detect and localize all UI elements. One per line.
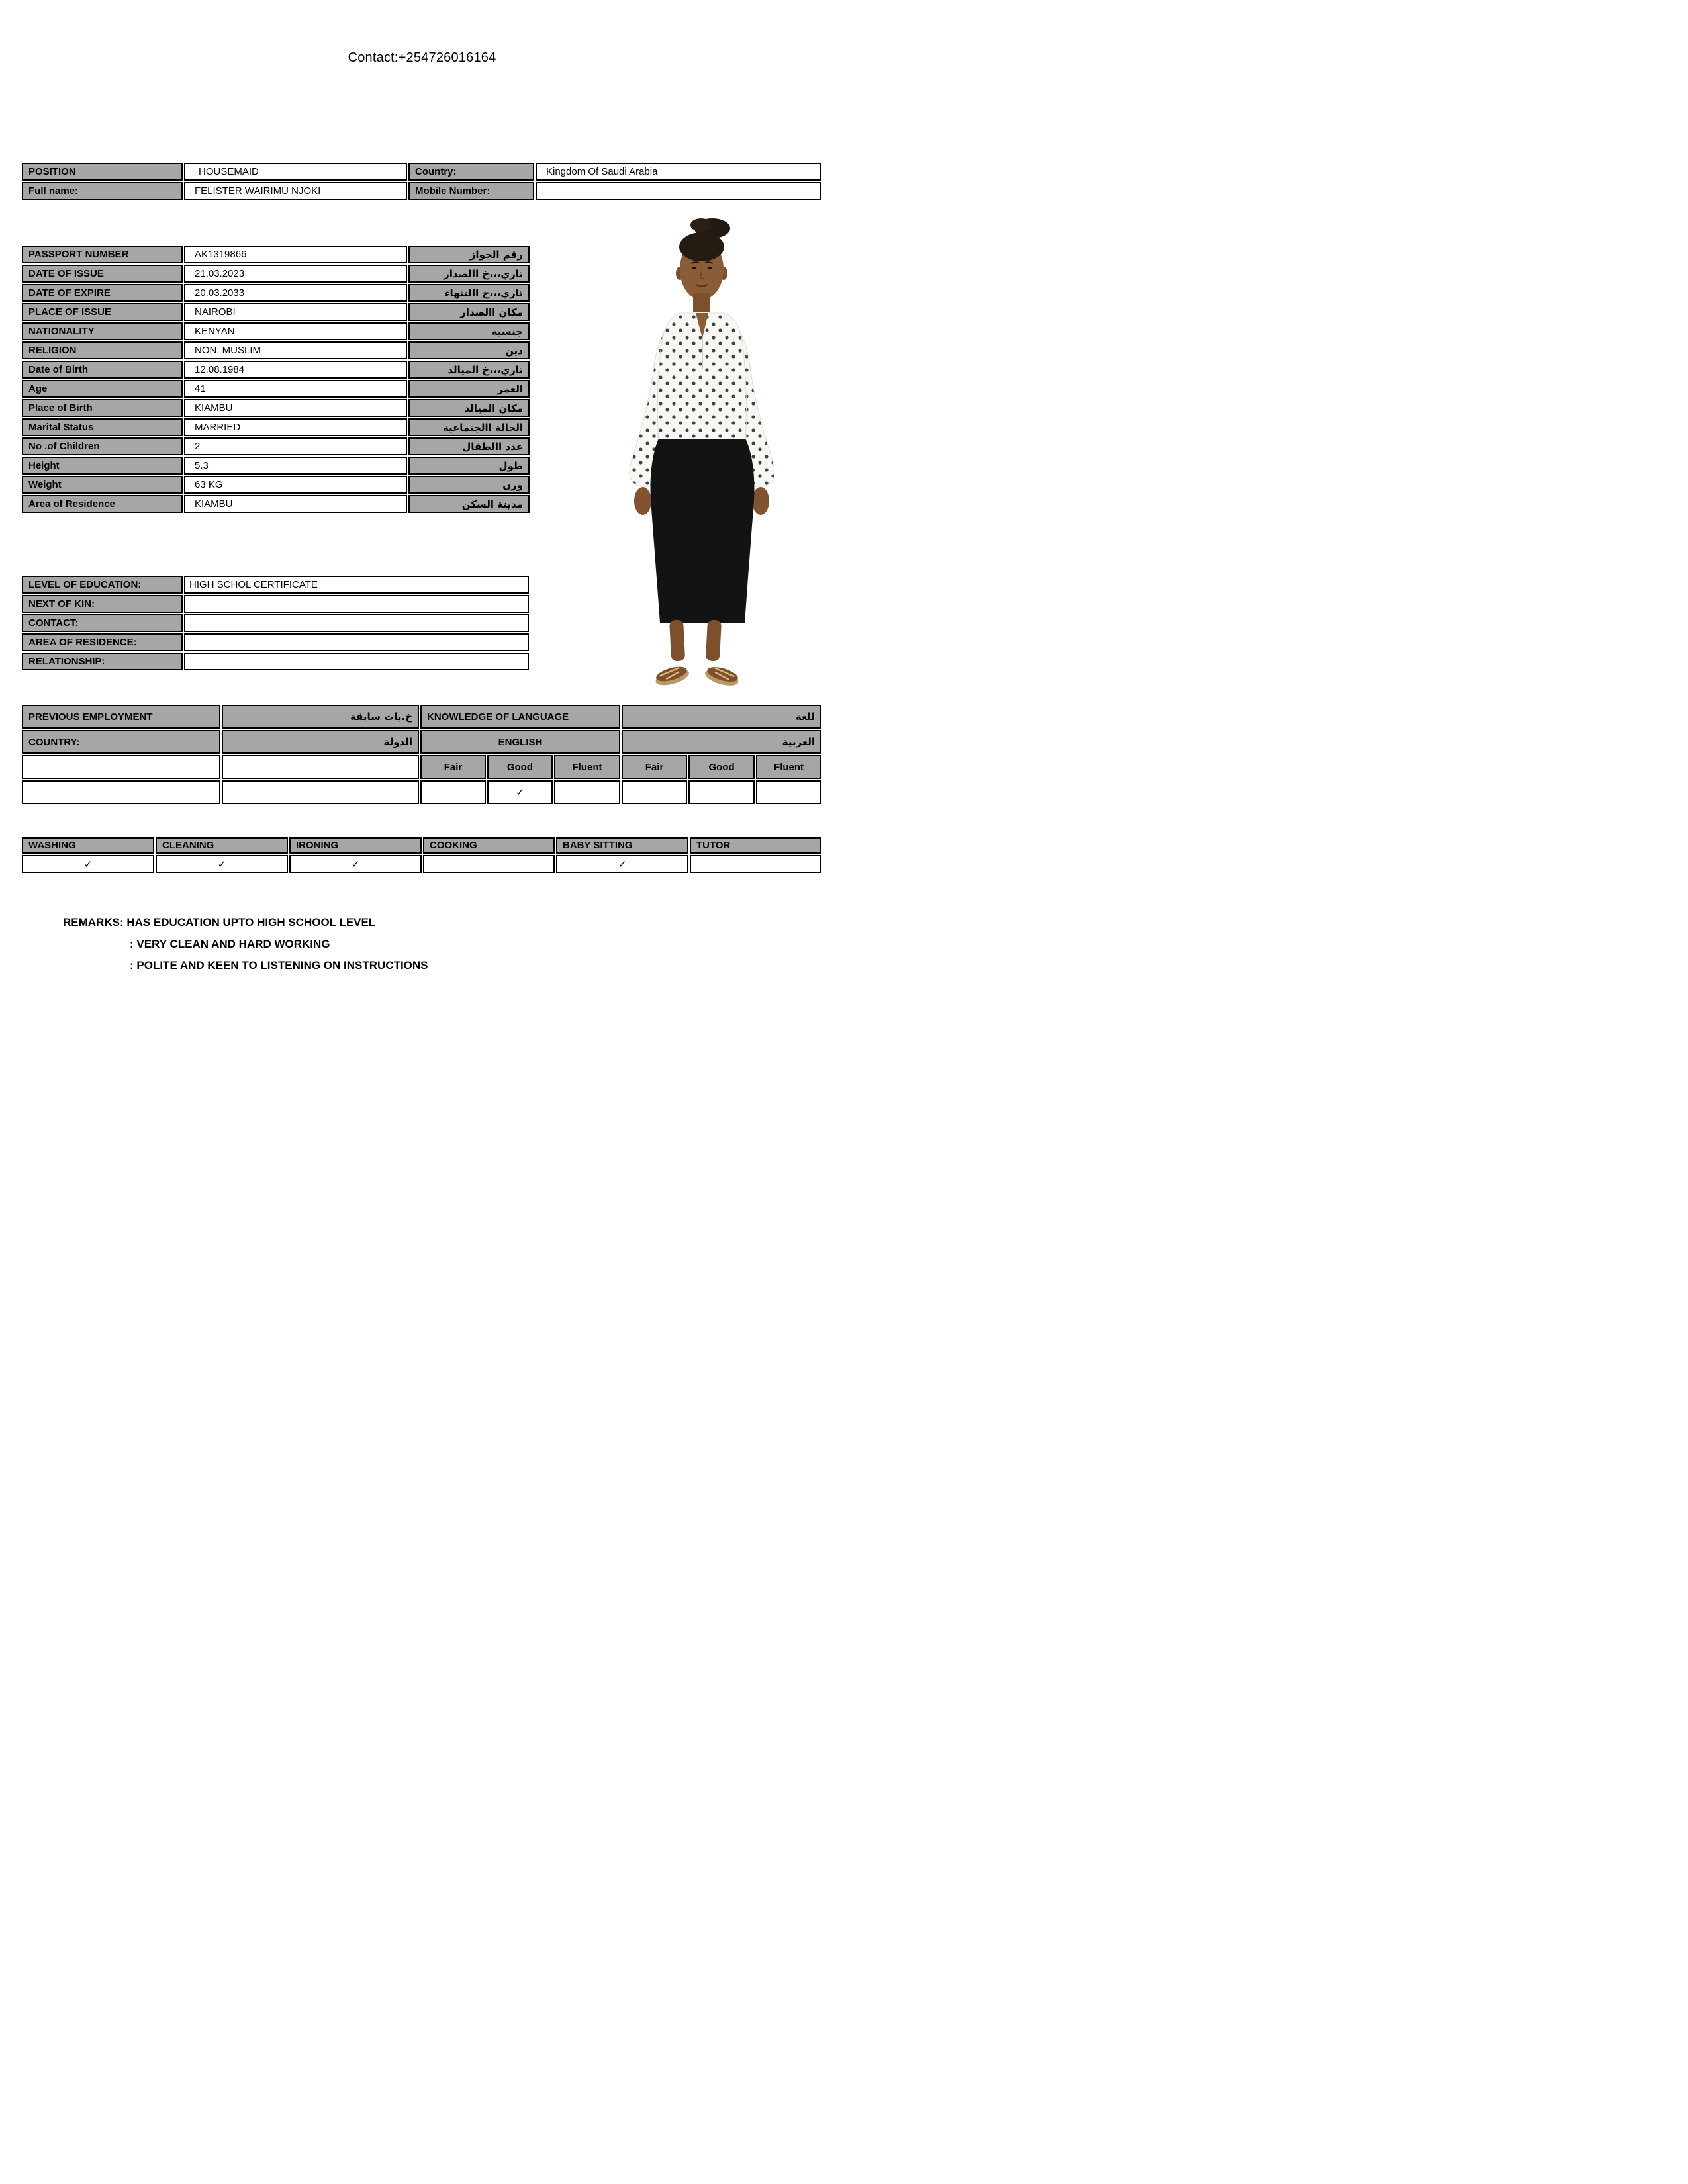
table-row xyxy=(22,437,530,455)
document-page xyxy=(0,0,844,1092)
passport-row-arabic: وزن xyxy=(408,476,530,494)
education-row-value xyxy=(184,595,529,613)
table-row xyxy=(22,495,530,513)
previous-employment-cell xyxy=(22,780,220,804)
language-arabic-label: للغة xyxy=(622,705,821,729)
education-table xyxy=(21,574,530,672)
left-hand xyxy=(634,487,651,515)
passport-row-arabic: جنسيه xyxy=(408,322,530,340)
language-level-check xyxy=(688,780,755,804)
passport-row-label: Height xyxy=(22,457,183,475)
passport-row-arabic: دين xyxy=(408,341,530,359)
passport-row-value: 41 xyxy=(184,380,407,398)
level-header: Good xyxy=(487,755,553,779)
country-value: Kingdom Of Saudi Arabia xyxy=(536,163,821,181)
table-row xyxy=(22,780,821,804)
remarks-block xyxy=(63,912,428,977)
previous-employment-cell xyxy=(222,780,419,804)
table-row xyxy=(22,380,530,398)
remarks-line: : POLITE AND KEEN TO LISTENING ON INSTRUCTIONS xyxy=(130,959,428,972)
passport-row-arabic: رقم الجواز xyxy=(408,246,530,263)
education-row-value xyxy=(184,633,529,651)
position-value: HOUSEMAID xyxy=(184,163,407,181)
language-level-check xyxy=(756,780,821,804)
table-row xyxy=(22,855,821,873)
language-table xyxy=(21,704,823,805)
mobile-number-value xyxy=(536,182,821,200)
right-hand xyxy=(752,487,769,515)
education-row-label: LEVEL OF EDUCATION: xyxy=(22,576,183,594)
skill-header: COOKING xyxy=(423,837,555,854)
level-header: Fair xyxy=(420,755,486,779)
position-label: POSITION xyxy=(22,163,183,181)
passport-row-label: Marital Status xyxy=(22,418,183,436)
passport-row-value: KENYAN xyxy=(184,322,407,340)
passport-row-label: Date of Birth xyxy=(22,361,183,379)
language-level-check: ✓ xyxy=(487,780,553,804)
education-row-value xyxy=(184,614,529,632)
passport-row-value: KIAMBU xyxy=(184,399,407,417)
table-row xyxy=(22,399,530,417)
passport-row-arabic: مدينة السكن xyxy=(408,495,530,513)
level-header: Fluent xyxy=(554,755,620,779)
passport-row-arabic: الحالة االجتماعية xyxy=(408,418,530,436)
passport-row-label: No .of Children xyxy=(22,437,183,455)
english-language-header: ENGLISH xyxy=(420,730,620,754)
skill-header: CLEANING xyxy=(156,837,288,854)
left-leg xyxy=(669,619,685,661)
language-level-check xyxy=(420,780,486,804)
passport-table xyxy=(21,244,531,514)
country-label: Country: xyxy=(408,163,534,181)
table-row xyxy=(22,418,530,436)
table-row xyxy=(22,303,530,321)
full-name-value: FELISTER WAIRIMU NJOKI xyxy=(184,182,407,200)
skill-header: TUTOR xyxy=(690,837,821,854)
table-row xyxy=(22,457,530,475)
table-row xyxy=(22,755,821,779)
passport-row-arabic: مكان الميالد xyxy=(408,399,530,417)
table-row xyxy=(22,730,821,754)
table-row xyxy=(22,705,821,729)
passport-row-arabic: عدد االطفال xyxy=(408,437,530,455)
header-table xyxy=(21,161,822,201)
skill-header: WASHING xyxy=(22,837,154,854)
remarks-line: REMARKS: HAS EDUCATION UPTO HIGH SCHOOL LEVEL xyxy=(63,916,376,929)
level-header: Fair xyxy=(622,755,687,779)
passport-row-value: 63 KG xyxy=(184,476,407,494)
table-row xyxy=(22,182,821,200)
passport-row-value: 20.03.2033 xyxy=(184,284,407,302)
previous-employment-arabic: خ.بات سابقة xyxy=(222,705,419,729)
education-row-label: CONTACT: xyxy=(22,614,183,632)
left-sandal xyxy=(653,664,691,688)
table-row xyxy=(22,576,529,594)
table-row xyxy=(22,476,530,494)
table-row xyxy=(22,653,529,670)
table-row xyxy=(22,322,530,340)
full-name-label: Full name: xyxy=(22,182,183,200)
passport-row-value: 12.08.1984 xyxy=(184,361,407,379)
previous-employment-cell xyxy=(22,755,220,779)
passport-row-label: Weight xyxy=(22,476,183,494)
skill-header: BABY SITTING xyxy=(556,837,688,854)
passport-row-label: RELIGION xyxy=(22,341,183,359)
passport-row-label: PASSPORT NUMBER xyxy=(22,246,183,263)
education-row-value: HIGH SCHOL CERTIFICATE xyxy=(184,576,529,594)
mobile-number-label: Mobile Number: xyxy=(408,182,534,200)
table-row xyxy=(22,246,530,263)
passport-row-label: NATIONALITY xyxy=(22,322,183,340)
education-row-label: RELATIONSHIP: xyxy=(22,653,183,670)
table-row xyxy=(22,265,530,283)
education-row-label: AREA OF RESIDENCE: xyxy=(22,633,183,651)
skill-check: ✓ xyxy=(22,855,154,873)
passport-row-arabic: تاري،،،خ االصدار xyxy=(408,265,530,283)
table-row xyxy=(22,341,530,359)
skirt xyxy=(651,439,755,623)
passport-row-value: NON. MUSLIM xyxy=(184,341,407,359)
education-row-label: NEXT OF KIN: xyxy=(22,595,183,613)
skill-check xyxy=(423,855,555,873)
passport-row-value: AK1319866 xyxy=(184,246,407,263)
table-row xyxy=(22,595,529,613)
contact-line: Contact:+254726016164 xyxy=(348,50,496,65)
education-row-value xyxy=(184,653,529,670)
table-row xyxy=(22,633,529,651)
language-level-check xyxy=(554,780,620,804)
passport-row-arabic: العمر xyxy=(408,380,530,398)
applicant-photo xyxy=(618,215,783,695)
skill-check: ✓ xyxy=(556,855,688,873)
level-header: Good xyxy=(688,755,755,779)
passport-row-arabic: مكان االصدار xyxy=(408,303,530,321)
passport-row-value: 2 xyxy=(184,437,407,455)
arabic-language-header: العربية xyxy=(622,730,821,754)
passport-row-label: PLACE OF ISSUE xyxy=(22,303,183,321)
knowledge-of-language-label: KNOWLEDGE OF LANGUAGE xyxy=(420,705,620,729)
skill-check: ✓ xyxy=(156,855,288,873)
table-row xyxy=(22,284,530,302)
skills-table xyxy=(21,836,823,874)
country-row-label: COUNTRY: xyxy=(22,730,220,754)
right-sandal xyxy=(703,664,741,688)
passport-row-arabic: طول xyxy=(408,457,530,475)
right-leg xyxy=(706,619,722,661)
passport-row-label: Age xyxy=(22,380,183,398)
passport-row-arabic: تاري،،،خ االنتهاء xyxy=(408,284,530,302)
passport-row-value: NAIROBI xyxy=(184,303,407,321)
table-row xyxy=(22,361,530,379)
passport-row-value: KIAMBU xyxy=(184,495,407,513)
passport-row-label: DATE OF ISSUE xyxy=(22,265,183,283)
passport-row-value: 5.3 xyxy=(184,457,407,475)
previous-employment-cell xyxy=(222,755,419,779)
passport-row-label: DATE OF EXPIRE xyxy=(22,284,183,302)
level-header: Fluent xyxy=(756,755,821,779)
skill-check xyxy=(690,855,821,873)
skill-header: IRONING xyxy=(289,837,422,854)
remarks-line: : VERY CLEAN AND HARD WORKING xyxy=(130,937,330,950)
passport-row-label: Area of Residence xyxy=(22,495,183,513)
passport-row-value: 21.03.2023 xyxy=(184,265,407,283)
table-row xyxy=(22,614,529,632)
previous-employment-label: PREVIOUS EMPLOYMENT xyxy=(22,705,220,729)
passport-row-value: MARRIED xyxy=(184,418,407,436)
skill-check: ✓ xyxy=(289,855,422,873)
language-level-check xyxy=(622,780,687,804)
passport-row-arabic: تاري،،،خ الميالد xyxy=(408,361,530,379)
hair xyxy=(679,232,724,261)
country-row-arabic: الدولة xyxy=(222,730,419,754)
table-row xyxy=(22,163,821,181)
table-row xyxy=(22,837,821,854)
passport-row-label: Place of Birth xyxy=(22,399,183,417)
